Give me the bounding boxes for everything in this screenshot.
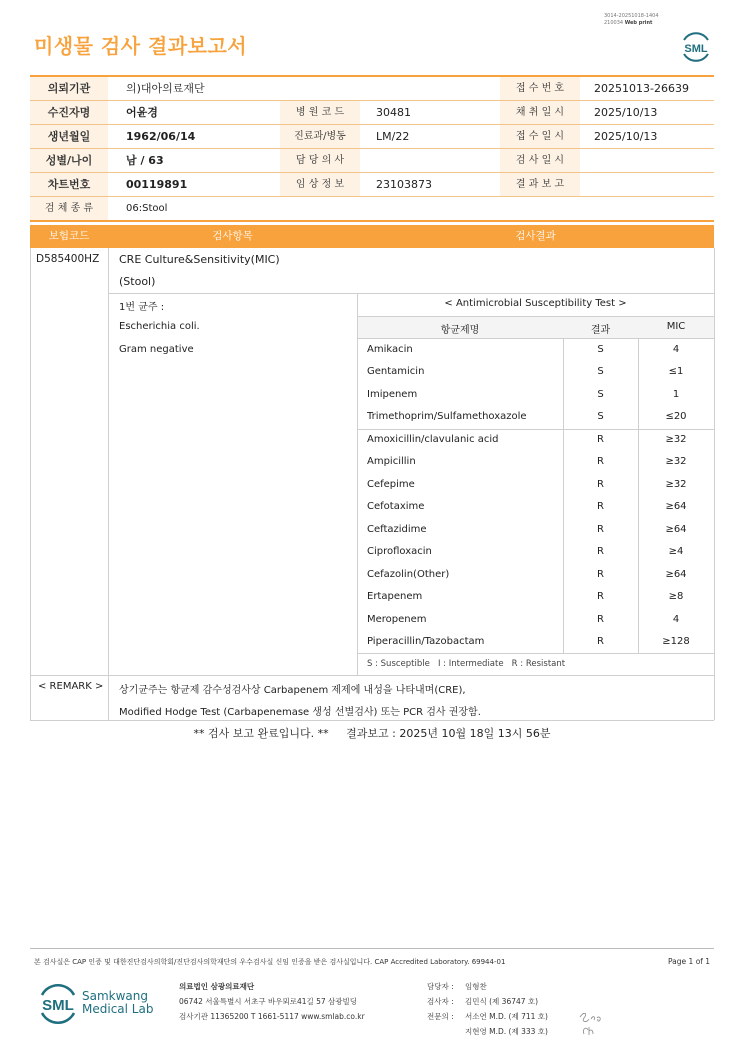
- page-number: Page 1 of 1: [668, 957, 711, 966]
- test-specimen: (Stool): [119, 275, 156, 288]
- ast-drug: Amikacin: [367, 344, 413, 355]
- ast-drug: Imipenem: [367, 389, 418, 400]
- ast-mic: ≥128: [662, 636, 690, 647]
- ast-result: R: [597, 569, 604, 580]
- ast-drug: Piperacillin/Tazobactam: [367, 636, 485, 647]
- ast-drug: Cefotaxime: [367, 501, 425, 512]
- ast-drug: Ertapenem: [367, 591, 423, 602]
- ast-col-mic: MIC: [666, 321, 686, 332]
- org-contact: 검사기관 11365200 T 1661-5117 www.smlab.co.kr: [179, 1012, 365, 1021]
- specimen-label: 검 체 종 류: [30, 197, 108, 220]
- test-date-value: [586, 149, 594, 172]
- org-address: 06742 서울특별시 서초구 바우뫼로41길 57 삼광빌딩: [179, 997, 358, 1006]
- report-title: 미생물 검사 결과보고서: [34, 34, 248, 58]
- ast-mic: ≥32: [665, 434, 687, 445]
- header-result: 검사결과: [515, 230, 556, 242]
- staff-list: 담당자 : 임형찬 검사자 : 김민식 (제 36747 호) 전문의 : 서소연 M.D. (제 711 호) 지현영 M.D. (제 333 호): [427, 982, 548, 1036]
- footer-logo: [36, 980, 156, 1026]
- ast-drug: Ciprofloxacin: [367, 546, 432, 557]
- ast-result: R: [597, 479, 604, 490]
- ast-drug: Cefazolin(Other): [367, 569, 450, 580]
- institution-value: 의)대아의료재단: [126, 82, 205, 95]
- test-name: CRE Culture&Sensitivity(MIC): [119, 253, 280, 266]
- sex-age-label: 성별/나이: [30, 149, 108, 172]
- receive-date-value: 2025/10/13: [594, 130, 658, 143]
- ast-drug: Ampicillin: [367, 456, 416, 467]
- dept-label: 진료과/병동: [280, 125, 360, 148]
- ast-mic: ≤20: [665, 411, 687, 422]
- doctor-label: 담 당 의 사: [280, 149, 360, 172]
- name-value: 어윤경: [126, 106, 158, 119]
- ast-result: R: [597, 614, 604, 625]
- ast-result: S: [597, 366, 604, 377]
- ast-drug: Gentamicin: [367, 366, 425, 377]
- ast-mic: 4: [672, 344, 680, 355]
- sml-logo: [678, 28, 714, 62]
- patient-info: [30, 75, 714, 222]
- name-label: 수진자명: [30, 101, 108, 124]
- doctor-value: [368, 149, 376, 172]
- ast-result: S: [597, 389, 604, 400]
- ast-col-result: 결과: [590, 325, 611, 336]
- staff-name: 서소연 M.D. (제 711 호): [465, 1012, 548, 1021]
- header-item: 검사항목: [212, 230, 253, 242]
- test-code: D585400HZ: [36, 253, 100, 265]
- staff-name: 지현영 M.D. (제 333 호): [465, 1027, 548, 1036]
- receipt-no-value: 20251013-26639: [594, 82, 689, 95]
- ast-result: S: [597, 411, 604, 422]
- ast-result: R: [597, 636, 604, 647]
- chart-no-label: 차트번호: [30, 173, 108, 196]
- report-value: [586, 173, 594, 196]
- hospital-code-value: 30481: [376, 106, 411, 119]
- ast-mic: ≥32: [665, 479, 687, 490]
- clinical-label: 임 상 정 보: [280, 173, 360, 196]
- ast-mic: ≥64: [665, 501, 687, 512]
- remark-line-2: Modified Hodge Test (Carbapenemase 생성 선별검사) 또는 PCR 검사 권장함.: [119, 707, 481, 718]
- completion-message: ** 검사 보고 완료입니다. ** 결과보고 : 2025년 10월 18일 13시 56분: [193, 727, 551, 740]
- ast-mic: ≤1: [668, 366, 684, 377]
- header-code: 보험코드: [48, 230, 90, 242]
- ast-mic: ≥8: [668, 591, 684, 602]
- ast-result: R: [597, 501, 604, 512]
- certification-text: 본 검사실은 CAP 인증 및 대한진단검사의학회/진단검사의학재단의 우수검사실 신임 인증을 받은 검사실입니다. CAP Accredited Laboratory. 69944-01: [34, 958, 506, 966]
- ast-drug: Trimethoprim/Sulfamethoxazole: [367, 411, 527, 422]
- ast-mic: ≥32: [665, 456, 687, 467]
- hospital-code-label: 병 원 코 드: [280, 101, 360, 124]
- ast-drug: Amoxicillin/clavulanic acid: [367, 434, 499, 445]
- organism-gram: Gram negative: [119, 344, 194, 355]
- ast-drug: Meropenem: [367, 614, 427, 625]
- organism-label: 1번 균주 :: [119, 302, 165, 313]
- ast-result: R: [597, 434, 604, 445]
- dob-label: 생년월일: [30, 125, 108, 148]
- staff-name: 김민식 (제 36747 호): [465, 997, 539, 1006]
- ast-title: < Antimicrobial Susceptibility Test >: [444, 298, 627, 309]
- receipt-no-label: 접 수 번 호: [500, 77, 580, 100]
- report-label: 결 과 보 고: [500, 173, 580, 196]
- collect-date-value: 2025/10/13: [594, 106, 658, 119]
- logo-text: SML: [42, 997, 74, 1014]
- organism-name: Escherichia coli.: [119, 321, 200, 332]
- ast-col-drug: 항균제명: [440, 325, 480, 336]
- ast-mic: ≥64: [665, 569, 687, 580]
- ast-mic: 1: [672, 389, 680, 400]
- ast-legend: S : Susceptible I : Intermediate R : Resistant: [367, 659, 566, 669]
- institution-label: 의뢰기관: [30, 77, 108, 100]
- org-name: 의료법인 삼광의료재단: [179, 982, 255, 991]
- ast-mic: ≥64: [665, 524, 687, 535]
- remark-label: < REMARK >: [38, 681, 104, 692]
- ast-drug: Ceftazidime: [367, 524, 427, 535]
- dob-value: 1962/06/14: [126, 130, 196, 143]
- staff-name: 임형찬: [465, 982, 487, 991]
- ast-mic: ≥4: [668, 546, 684, 557]
- dept-value: LM/22: [376, 130, 410, 143]
- footer-logo-name: Samkwang Medical Lab: [82, 989, 154, 1016]
- print-id: 3014-20251018-1404 210034 Web print: [604, 13, 659, 26]
- ast-drug: Cefepime: [367, 479, 415, 490]
- sex-age-value: 남 / 63: [126, 154, 164, 167]
- ast-mic: 4: [672, 614, 680, 625]
- clinical-value: 23103873: [376, 178, 432, 191]
- sml-footer-logo-icon: [36, 980, 80, 1026]
- ast-result: R: [597, 591, 604, 602]
- receive-date-label: 접 수 일 시: [500, 125, 580, 148]
- footer-divider: [30, 948, 714, 949]
- ast-result: R: [597, 524, 604, 535]
- ast-result: R: [597, 546, 604, 557]
- remark-line-1: 상기균주는 항균제 감수성검사상 Carbapenem 제제에 내성을 나타내며(CRE),: [119, 685, 466, 696]
- results-table-header: [30, 225, 714, 248]
- ast-result: S: [597, 344, 604, 355]
- logo-text: SML: [684, 43, 708, 55]
- specimen-value: 06:Stool: [126, 203, 168, 214]
- test-date-label: 검 사 일 시: [500, 149, 580, 172]
- collect-date-label: 채 취 일 시: [500, 101, 580, 124]
- ast-result: R: [597, 456, 604, 467]
- chart-no-value: 00119891: [126, 178, 188, 191]
- signature-image: [576, 1009, 616, 1039]
